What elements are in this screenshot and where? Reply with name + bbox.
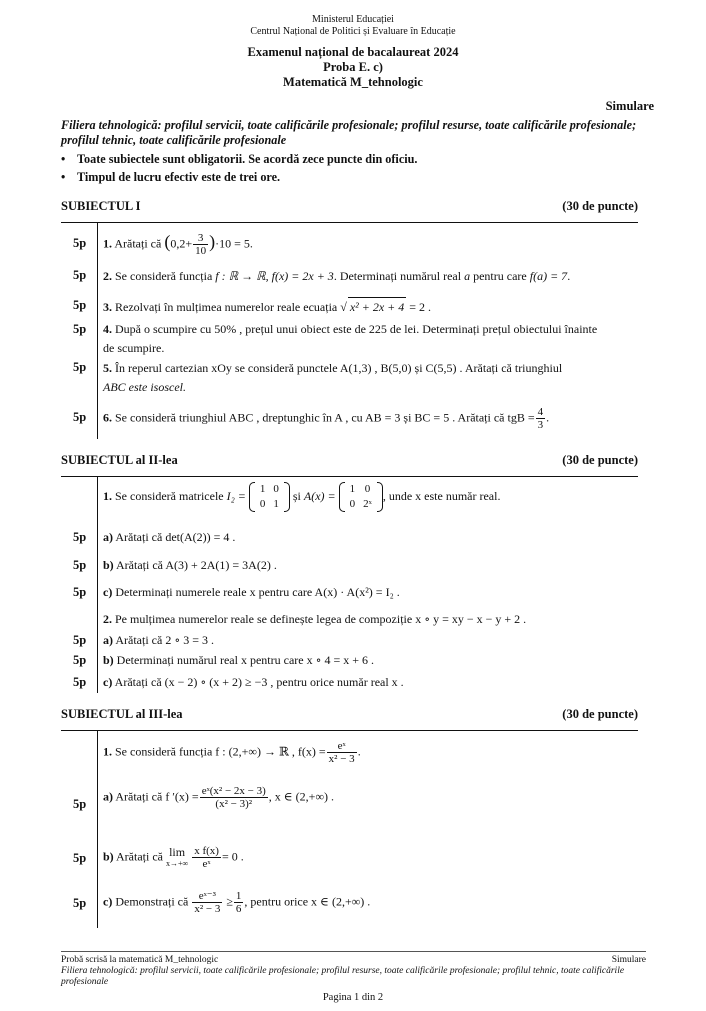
ministry-name: Ministerul Educației <box>312 14 394 25</box>
exam-page: Ministerul Educației Centrul Național de Politici și Evaluare în Educație Examenul național de bacalaureat 2024 Proba E. c) Matematică M_tehnologic Simulare Filiera tehnologică: profilul servicii, toate calificările profesionale; profilul resurse, toate calificările profesionale; profilul tehnic, toate calificările profesionale • Toate subiectele sunt obligatorii. Se acordă zece puncte din oficiu. • Timpul de lucru efectiv este de trei ore. SUBIECTUL I (30 de puncte) 5p 1. Arătați că (0,2+ $\frac{3}{10}$ )·10 = 5. 5p 2. Se consideră funcția f : ℝ → ℝ, f(x) = 2x + 3. Determinați numărul real a pentru care f(a) = 7. 5p 3. Rezolvați în mulțimea numerelor reale ecuația √ x² + 2x + 4 = 2 . 5p 4. După o scumpire cu 50% , prețul unui obiect este de 225 de lei. Determinați prețul obiectului înainte de scumpire. 5p 5. În reperul cartezian xOy se consideră punctele A(1,3) , B(5,0) și C(5,5) . Arătați că triunghiul ABC este isoscel. 5p 6. Se consideră triunghiul ABC , dreptunghic în A , cu AB = 3 și BC = 5 . Arătați că tgB = $\frac{4}{3}$ . SUBIECTUL al II-lea (30 de puncte) 1. Se consideră matricele I₂ = 1 0 0 1 și A(x) = 1 0 0 2ˣ , unde x este număr real. 5p a) Arătați că det(A(2)) = 4 . 5p b) Arătați că A(3) + 2A(1) = 3A(2) . 5p c) Determinați numerele reale x pentru care A(x) · A(x²) = I₂ . 2. Pe mulțimea numerelor reale se definește legea de compoziție x ∘ y = xy − x − y + 2 . 5p a) Arătați că 2 ∘ 3 = 3 . 5p b) Determinați numărul real x pentru care x ∘ 4 = x + 6 . 5p c) Arătați că (x − 2) ∘ (x + 2) ≥ −3 , pentru orice număr real x . SUBIECTUL al III-lea (30 de puncte) 1. Se consideră funcția f : (2,+∞) → ℝ , f(x) = $\frac{\text{eˣ}}{\text{x² − 3}}$ . 5p a) Arătați că f ′(x) = $\frac{\text{eˣ(x² − 2x − 3)}}{\text{(x² − 3)²}}$ , x ∈ (2,+∞) . 5p b) Arătați că lim x→+∞ $\frac{\text{x f(x)}}{\text{eˣ}}$ = 0 . 5p c) Demonstrați că $\frac{\text{eˣ⁻³}}{\text{x² − 3}}$ ≥ $\frac{1}{6}$ , pentru orice x ∈ (2,+∞) . Probă scrisă la matematică M_tehnologic Simulare Filiera tehnologică: profilul servicii, toate calificările profesionale; profilul resurse, toate calificările profesionale; profilul tehnic, toate calificările profesionale Pagina 1 din 2 <box>0 0 706 1011</box>
proba-title: Proba E. c) <box>323 60 383 74</box>
matrix-i2: 1 0 0 1 <box>249 482 290 512</box>
footer-simulare: Simulare <box>611 955 646 965</box>
bullet-item: • Toate subiectele sunt obligatorii. Se acordă zece puncte din oficiu. <box>61 152 418 166</box>
subiect-1-heading: SUBIECTUL I (30 de puncte) <box>61 199 638 213</box>
simulare-label: Simulare <box>605 99 654 113</box>
filiera-text: Filiera tehnologică: profilul servicii, toate calificările profesionale; profilul resurse, toate calificările profesionale; profilul tehnic, toate calificările profesionale <box>61 118 637 147</box>
subject-title: Matematică M_tehnologic <box>283 75 423 89</box>
page-number: Pagina 1 din 2 <box>322 992 384 1003</box>
footer-line-1: Probă scrisă la matematică M_tehnologic <box>61 955 219 965</box>
matrix-ax: 1 0 0 2ˣ <box>339 482 383 512</box>
subiect-3-heading: SUBIECTUL al III-lea (30 de puncte) <box>61 707 638 721</box>
exam-title: Examenul național de bacalaureat 2024 <box>247 45 459 59</box>
bullet-item: • Timpul de lucru efectiv este de trei ore. <box>61 170 281 184</box>
subiect-2-heading: SUBIECTUL al II-lea (30 de puncte) <box>61 453 638 467</box>
footer-filiera: Filiera tehnologică: profilul servicii, toate calificările profesionale; profilul resurse, toate calificările profesionale; profilul tehnic, toate calificările profesionale <box>61 966 625 987</box>
center-name: Centrul Național de Politici și Evaluare în Educație <box>250 26 456 37</box>
